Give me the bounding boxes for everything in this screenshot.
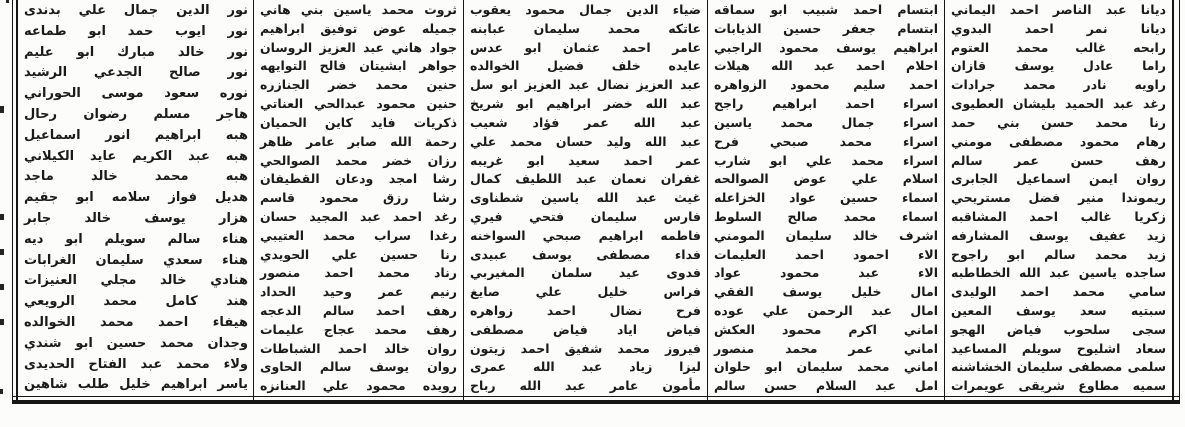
name-row: سجى سلحوب فياض الهجو xyxy=(951,321,1166,337)
name-row: هاجر مسلم رضوان رحال xyxy=(24,106,248,122)
name-row: رغدا سراب محمد العتيبي xyxy=(260,227,457,243)
name-row: فراس خليل علي صايغ xyxy=(470,284,701,300)
name-row: هبه محمد خالد ماجد xyxy=(24,169,248,185)
name-row: الاء عبد محمود عواد xyxy=(714,265,938,281)
name-column-5 xyxy=(947,1,1170,396)
name-row: جميله عوض توفيق ابراهيم xyxy=(260,20,457,36)
name-row: رنيم عمر وحيد الحداد xyxy=(260,284,457,300)
name-row: ديانا نمر احمد البدوي xyxy=(951,20,1166,36)
name-row: اسراء احمد ابراهيم راجح xyxy=(714,96,938,112)
name-row: هناء سعدي سليمان الغرابات xyxy=(24,252,248,268)
name-row: سعاد اشليوح سويلم المساعيد xyxy=(951,340,1166,356)
name-row: فداء مصطفى يوسف عبيدى xyxy=(470,246,701,262)
name-row: فرح نضال احمد زواهره xyxy=(470,303,701,318)
name-row: اشرف خالد سليمان المومني xyxy=(714,227,938,243)
name-row: روان ايمن اسماعيل الجابرى xyxy=(951,171,1166,187)
name-row: رنا حسين علي الحويدي xyxy=(260,246,457,262)
name-row: هزار يوسف خالد جابر xyxy=(24,210,248,226)
name-row: رويده محمود علي العنانزه xyxy=(260,378,457,394)
name-column-3 xyxy=(466,1,705,396)
name-row: هند كامل محمد الرويعي xyxy=(24,294,248,310)
name-row: هيفاء احمد محمد الخوالده xyxy=(24,314,248,330)
name-row: سامي محمد احمد الوليدى xyxy=(951,284,1166,300)
name-row: امل عبد السلام حسن سالم xyxy=(714,378,938,394)
name-row: عاتكه محمد سليمان عبابنه xyxy=(470,20,701,36)
name-row: سميه مطاوع شريقى عويمرات xyxy=(951,378,1166,394)
scan-artifact xyxy=(0,214,4,220)
name-row: ذكريات فايد كاين الحميان xyxy=(260,114,457,130)
column-divider-1 xyxy=(253,0,254,404)
name-row: نور ايوب حمد ابو طماعه xyxy=(24,23,248,39)
name-row: هنادي خالد مجلي العنيزات xyxy=(24,273,248,289)
name-row: روان خالد احمد الشباطات xyxy=(260,340,457,356)
name-row: مأمون عامر عبد الله رباح xyxy=(470,378,701,394)
table-border-bottom-thick xyxy=(12,400,1180,404)
name-row: ولاء محمد عبد الفتاح الحديدى xyxy=(24,356,248,372)
table-border-right-inner xyxy=(1172,0,1174,404)
name-row: ابتسام جعفر حسين الذيابات xyxy=(714,20,938,36)
scan-artifact xyxy=(0,284,4,290)
name-row: غفران نعمان عبد اللطيف كمال xyxy=(470,171,701,187)
scan-artifact xyxy=(0,249,4,255)
name-row: ديانا عبد الناصر احمد اليماني xyxy=(951,2,1166,17)
name-row: رغد احمد عبد المجيد حسان xyxy=(260,208,457,224)
name-row: احلام احمد عبد الله هيلات xyxy=(714,58,938,74)
name-row: رهف حسن عمر سالم xyxy=(951,152,1166,168)
name-row: رنا محمد حسن بني حمد xyxy=(951,114,1166,130)
name-row: ليزا زياد عبد الله عمرى xyxy=(470,359,701,375)
column-divider-2 xyxy=(463,0,464,404)
name-row: فدوى عيد سلمان المغيربي xyxy=(470,265,701,281)
name-row: هبه عبد الكريم عايد الكيلاني xyxy=(24,148,248,164)
name-row: اسراء جمال محمد ياسين xyxy=(714,114,938,130)
name-row: احمد سليم محمود الزواهره xyxy=(714,77,938,93)
name-row: رشا امجد ودعان القطيفان xyxy=(260,171,457,187)
table-border-right-outer xyxy=(1179,0,1180,404)
name-row: رناد محمد احمد منصور xyxy=(260,265,457,281)
name-row: اسراء محمد صبحي فرح xyxy=(714,133,938,149)
name-row: زيد محمد سالم ابو راجوح xyxy=(951,246,1166,262)
name-row: فاطمه ابراهيم صبحي السواخنه xyxy=(470,227,701,243)
name-row: روان يوسف سالم الحاوى xyxy=(260,359,457,375)
name-row: نوره سعود موسى الحوراني xyxy=(24,86,248,102)
name-row: هبه ابراهيم انور اسماعيل xyxy=(24,127,248,143)
scan-artifact xyxy=(6,0,9,3)
scan-artifact xyxy=(0,106,4,113)
name-row: حنين محمد خضر الجنازره xyxy=(260,77,457,93)
scan-artifact xyxy=(0,389,3,394)
name-row: غيث عبد الله ياسين شطناوى xyxy=(470,190,701,206)
name-row: امال عبد الرحمن علي عوده xyxy=(714,303,938,318)
name-row: حنين محمود عبدالحي العناتي xyxy=(260,96,457,112)
name-row: ابراهيم يوسف محمود الراجبي xyxy=(714,39,938,55)
name-row: ابتسام احمد شبيب ابو سماقه xyxy=(714,2,938,17)
name-row: رحمة الله صابر عامر ظاهر xyxy=(260,133,457,149)
name-row: هديل فواز سلامه ابو جقيم xyxy=(24,190,248,206)
name-row: فياض اياد فياض مصطفى xyxy=(470,321,701,337)
name-column-2 xyxy=(256,1,461,396)
name-row: اسلام علي عوض الصوالحه xyxy=(714,171,938,187)
name-row: فارس سليمان فتحي فيري xyxy=(470,208,701,224)
name-row: رابحه غالب محمد العتوم xyxy=(951,39,1166,55)
name-row: رهام محمود مصطفى مومني xyxy=(951,133,1166,149)
name-row: زيد عفيف يوسف المشارفه xyxy=(951,227,1166,243)
name-row: ياسر ابراهيم خليل طلب شاهين xyxy=(24,377,248,393)
name-row: ثروت محمد ياسين بني هاني xyxy=(260,2,457,17)
column-divider-3 xyxy=(707,0,708,404)
name-row: ضياء الدين جمال محمود يعقوب xyxy=(470,2,701,17)
name-row: جواد هاني عبد العزيز الروسان xyxy=(260,39,457,55)
name-row: زكريا غالب احمد المشاقبه xyxy=(951,208,1166,224)
name-row: راما عادل يوسف قازان xyxy=(951,58,1166,74)
name-row: هناء سالم سويلم ابو ديه xyxy=(24,231,248,247)
name-row: وجدان محمد حسين ابو شندي xyxy=(24,335,248,351)
name-row: سبتيه سعد يوسف المعين xyxy=(951,303,1166,318)
name-row: نور الدين جمال علي بدندى xyxy=(24,3,248,18)
name-row: راويه نادر محمد جرادات xyxy=(951,77,1166,93)
name-row: الاء احمود احمد العليمات xyxy=(714,246,938,262)
name-row: عايده خلف فضيل الخوالده xyxy=(470,58,701,74)
name-row: فيروز محمد شفيق احمد زيتون xyxy=(470,340,701,356)
name-row: عامر احمد عثمان ابو عدس xyxy=(470,39,701,55)
name-column-4 xyxy=(710,1,942,396)
name-row: نور خالد مبارك ابو عليم xyxy=(24,44,248,60)
name-row: اماني محمد سليمان ابو حلوان xyxy=(714,359,938,375)
name-row: ساجده ياسين عبد الله الخطاطبه xyxy=(951,265,1166,281)
table-border-left-outer xyxy=(12,0,13,404)
name-row: عبد الله وليد حسان محمد علي xyxy=(470,133,701,149)
name-row: رزان خضر محمد الصوالحي xyxy=(260,152,457,168)
name-row: رهف احمد سالم الدعجه xyxy=(260,303,457,318)
name-row: جواهر ابشيتان فالح التوايهه xyxy=(260,58,457,74)
name-row: رهف محمد عجاج عليمات xyxy=(260,321,457,337)
name-row: امال خليل يوسف الفقي xyxy=(714,284,938,300)
table-border-left-inner xyxy=(16,0,18,404)
table-border-bottom-thin xyxy=(12,396,1180,397)
name-row: عبد العزيز نضال عبد العزيز ابو سل xyxy=(470,77,701,93)
name-row: اسراء محمد علي ابو شارب xyxy=(714,152,938,168)
name-row: سلمى مصطفى سليمان الخشاشنه xyxy=(951,359,1166,375)
name-row: رشا رزق محمود قاسم xyxy=(260,190,457,206)
name-row: عبد الله خضر ابراهيم ابو شريخ xyxy=(470,96,701,112)
name-column-1 xyxy=(20,1,252,396)
name-row: اماني عمر محمد منصور xyxy=(714,340,938,356)
name-row: عبد الله عمر فؤاد شعيب xyxy=(470,114,701,130)
name-row: اسماء محمد صالح السلوط xyxy=(714,208,938,224)
column-divider-4 xyxy=(944,0,945,404)
name-row: عمر احمد سعيد ابو غريبه xyxy=(470,152,701,168)
name-row: نور صالح الجدعي الرشيد xyxy=(24,65,248,81)
name-row: اماني اكرم محمود العكش xyxy=(714,321,938,337)
name-row: رغد عبد الحميد بليشان العطيوى xyxy=(951,96,1166,112)
name-row: اسماء حسين عواد الخزاعله xyxy=(714,190,938,206)
scan-artifact xyxy=(0,319,4,325)
name-row: ريموندا منير فضل مستريحي xyxy=(951,190,1166,206)
